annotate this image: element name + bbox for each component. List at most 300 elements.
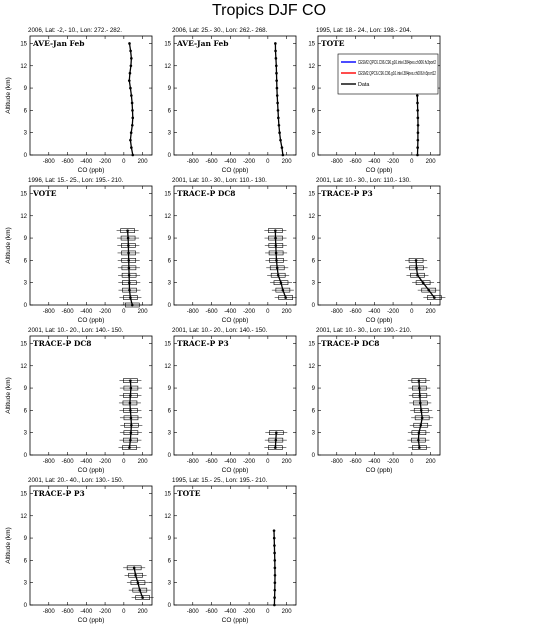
data-point xyxy=(130,131,133,134)
data-point xyxy=(275,431,278,434)
x-tick-label: -400 xyxy=(80,159,93,165)
x-axis-label: CO (ppb) xyxy=(221,167,249,174)
data-point xyxy=(128,79,131,82)
x-tick-label: -400 xyxy=(80,459,93,465)
data-point xyxy=(139,589,142,592)
x-tick-label: -400 xyxy=(224,459,237,465)
x-tick-label: -200 xyxy=(243,309,256,315)
data-point xyxy=(274,50,277,53)
x-tick-label: -200 xyxy=(99,609,112,615)
data-point xyxy=(131,102,134,105)
panel-5 xyxy=(164,177,296,324)
panel-title: 2006, Lat: 25.- 30., Lon: 262.- 268. xyxy=(172,27,268,34)
data-point xyxy=(130,387,133,390)
y-tick-label: 12 xyxy=(20,363,27,370)
data-line xyxy=(275,231,285,298)
x-tick-label: -600 xyxy=(349,159,362,165)
data-point xyxy=(130,94,133,97)
data-point xyxy=(416,154,419,157)
x-tick-label: -600 xyxy=(61,459,74,465)
x-tick-label: -200 xyxy=(243,159,256,165)
data-point xyxy=(278,124,281,127)
x-tick-label: -400 xyxy=(80,309,93,315)
data-point xyxy=(134,574,137,577)
y-axis-label: Altitude (km) xyxy=(5,527,12,564)
y-tick-label: 6 xyxy=(311,108,315,115)
y-tick-label: 6 xyxy=(167,558,171,565)
y-tick-label: 9 xyxy=(23,386,27,393)
data-point xyxy=(129,139,132,142)
x-axis-label: CO (ppb) xyxy=(365,167,393,174)
y-tick-label: 3 xyxy=(311,280,315,287)
data-point xyxy=(127,252,130,255)
x-tick-label: 0 xyxy=(266,309,270,315)
data-point xyxy=(273,596,276,599)
y-tick-label: 12 xyxy=(20,213,27,220)
data-point xyxy=(277,274,280,277)
x-tick-label: -600 xyxy=(205,309,218,315)
data-point xyxy=(129,439,132,442)
x-axis-label: CO (ppb) xyxy=(221,467,249,474)
y-axis-label: Altitude (km) xyxy=(5,77,12,114)
x-tick-label: -200 xyxy=(99,309,112,315)
data-point xyxy=(128,42,131,45)
data-point xyxy=(128,289,131,292)
data-point xyxy=(418,446,421,449)
data-line xyxy=(418,381,422,448)
data-point xyxy=(137,581,140,584)
x-tick-label: -400 xyxy=(224,609,237,615)
panel-frame xyxy=(174,486,296,605)
y-tick-label: 15 xyxy=(20,491,27,498)
data-point xyxy=(273,552,276,555)
y-tick-label: 9 xyxy=(167,536,171,543)
campaign-label: AVE-Jan Feb xyxy=(33,39,85,48)
y-tick-label: 9 xyxy=(311,236,315,243)
x-tick-label: 200 xyxy=(425,459,436,465)
x-tick-label: -400 xyxy=(224,159,237,165)
y-tick-label: 3 xyxy=(167,280,171,287)
data-point xyxy=(279,139,282,142)
data-point xyxy=(128,281,131,284)
panel-1 xyxy=(5,27,152,174)
panel-7 xyxy=(5,327,152,474)
x-tick-label: 0 xyxy=(266,159,270,165)
panel-frame xyxy=(174,336,296,455)
data-point xyxy=(273,589,276,592)
y-tick-label: 15 xyxy=(308,341,315,348)
data-point xyxy=(127,244,130,247)
data-point xyxy=(131,109,134,112)
y-tick-label: 9 xyxy=(167,236,171,243)
y-tick-label: 12 xyxy=(308,213,315,220)
y-tick-label: 0 xyxy=(311,303,315,309)
y-tick-label: 0 xyxy=(23,303,27,309)
data-point xyxy=(129,50,132,53)
x-tick-label: 200 xyxy=(425,159,436,165)
x-tick-label: -200 xyxy=(99,459,112,465)
x-axis-label: CO (ppb) xyxy=(221,617,249,624)
panel-title: 1995, Lat: 18.- 24., Lon: 198.- 204. xyxy=(316,27,412,34)
data-point xyxy=(418,431,421,434)
campaign-label: TRACE-P DC8 xyxy=(321,339,380,348)
data-point xyxy=(276,267,279,270)
data-point xyxy=(127,237,130,240)
data-line xyxy=(130,381,132,448)
data-point xyxy=(281,146,284,149)
x-tick-label: -800 xyxy=(42,159,55,165)
data-point xyxy=(416,146,419,149)
y-tick-label: 15 xyxy=(20,341,27,348)
x-tick-label: -800 xyxy=(186,609,199,615)
y-tick-label: 9 xyxy=(311,86,315,93)
y-tick-label: 3 xyxy=(311,130,315,137)
x-tick-label: -200 xyxy=(387,159,400,165)
y-tick-label: 12 xyxy=(164,63,171,70)
data-point xyxy=(273,529,276,532)
data-point xyxy=(416,274,419,277)
panel-title: 2001, Lat: 10.- 30., Lon: 110.- 130. xyxy=(172,177,267,184)
data-point xyxy=(274,446,277,449)
x-tick-label: -600 xyxy=(349,309,362,315)
x-axis-label: CO (ppb) xyxy=(77,317,105,324)
data-point xyxy=(418,379,421,382)
panel-4 xyxy=(5,177,152,324)
panel-title: 2001, Lat: 10.- 30., Lon: 190.- 210. xyxy=(316,327,412,334)
data-point xyxy=(415,259,418,262)
data-point xyxy=(275,252,278,255)
data-point xyxy=(130,57,133,60)
x-tick-label: 200 xyxy=(281,309,292,315)
y-tick-label: 3 xyxy=(23,580,27,587)
y-tick-label: 15 xyxy=(20,191,27,198)
x-tick-label: -400 xyxy=(224,309,237,315)
x-tick-label: -600 xyxy=(61,609,74,615)
data-point xyxy=(276,94,279,97)
panel-frame xyxy=(318,186,440,305)
x-tick-label: -800 xyxy=(186,459,199,465)
data-point xyxy=(417,117,420,120)
data-point xyxy=(417,124,420,127)
x-axis-label: CO (ppb) xyxy=(221,317,249,324)
data-point xyxy=(274,237,277,240)
x-tick-label: -400 xyxy=(80,609,93,615)
data-point xyxy=(416,94,419,97)
data-point xyxy=(130,424,133,427)
y-tick-label: 0 xyxy=(23,453,27,459)
data-point xyxy=(276,87,279,90)
x-tick-label: 0 xyxy=(122,309,126,315)
data-point xyxy=(420,409,423,412)
x-tick-label: 0 xyxy=(266,459,270,465)
y-tick-label: 12 xyxy=(164,213,171,220)
data-point xyxy=(433,296,436,299)
data-point xyxy=(275,64,278,67)
data-point xyxy=(141,596,144,599)
panel-title: 1995, Lat: 15.- 25., Lon: 195.- 210. xyxy=(172,477,268,484)
y-tick-label: 3 xyxy=(167,130,171,137)
y-tick-label: 9 xyxy=(23,536,27,543)
x-tick-label: 200 xyxy=(137,459,148,465)
x-axis-label: CO (ppb) xyxy=(365,467,393,474)
y-tick-label: 12 xyxy=(308,363,315,370)
campaign-label: TRACE-P DC8 xyxy=(177,189,236,198)
x-tick-label: 0 xyxy=(410,309,414,315)
x-tick-label: 0 xyxy=(410,159,414,165)
y-tick-label: 12 xyxy=(20,63,27,70)
data-point xyxy=(282,154,285,157)
data-point xyxy=(416,102,419,105)
x-tick-label: -600 xyxy=(205,459,218,465)
x-tick-label: 200 xyxy=(281,609,292,615)
data-point xyxy=(273,559,276,562)
y-tick-label: 6 xyxy=(311,258,315,265)
x-tick-label: -800 xyxy=(42,609,55,615)
data-point xyxy=(275,259,278,262)
data-point xyxy=(274,42,277,45)
y-tick-label: 0 xyxy=(167,303,171,309)
y-tick-label: 9 xyxy=(167,86,171,93)
data-point xyxy=(418,387,421,390)
x-tick-label: -800 xyxy=(330,159,343,165)
data-point xyxy=(131,304,134,307)
data-point xyxy=(130,64,133,67)
x-tick-label: -400 xyxy=(368,309,381,315)
data-point xyxy=(130,146,133,149)
data-point xyxy=(129,409,132,412)
data-point xyxy=(419,424,422,427)
data-point xyxy=(129,402,132,405)
x-tick-label: 200 xyxy=(137,309,148,315)
data-point xyxy=(130,431,133,434)
x-tick-label: -400 xyxy=(368,459,381,465)
x-tick-label: -800 xyxy=(330,459,343,465)
campaign-label: TOTE xyxy=(321,39,345,48)
campaign-label: AVE-Jan Feb xyxy=(177,39,229,48)
data-point xyxy=(273,544,276,547)
data-point xyxy=(129,72,132,75)
data-point xyxy=(275,57,278,60)
x-axis-label: CO (ppb) xyxy=(77,467,105,474)
campaign-label: TRACE-P P3 xyxy=(177,339,229,348)
campaign-label: TOTE xyxy=(177,489,201,498)
x-tick-label: 200 xyxy=(137,159,148,165)
panel-8 xyxy=(164,327,296,474)
data-point xyxy=(284,296,287,299)
data-point xyxy=(129,87,132,90)
y-tick-label: 9 xyxy=(167,386,171,393)
x-tick-label: -800 xyxy=(42,309,55,315)
y-tick-label: 6 xyxy=(23,408,27,415)
x-tick-label: -600 xyxy=(205,609,218,615)
panel-title: 2001, Lat: 10.- 20., Lon: 140.- 150. xyxy=(172,327,268,334)
data-point xyxy=(277,117,280,120)
panel-6 xyxy=(308,177,445,324)
x-tick-label: -800 xyxy=(42,459,55,465)
data-point xyxy=(422,281,425,284)
y-tick-label: 15 xyxy=(164,41,171,48)
data-point xyxy=(282,289,285,292)
campaign-label: TRACE-P DC8 xyxy=(33,339,92,348)
data-point xyxy=(275,72,278,75)
y-tick-label: 3 xyxy=(23,130,27,137)
y-tick-label: 15 xyxy=(308,191,315,198)
data-point xyxy=(129,296,132,299)
data-point xyxy=(419,402,422,405)
x-tick-label: 0 xyxy=(266,609,270,615)
x-tick-label: -400 xyxy=(368,159,381,165)
y-tick-label: 6 xyxy=(311,408,315,415)
data-point xyxy=(129,379,132,382)
panel-title: 1996, Lat: 15.- 25., Lon: 195.- 210. xyxy=(28,177,124,184)
x-tick-label: 200 xyxy=(281,459,292,465)
panel-9 xyxy=(308,327,440,474)
data-point xyxy=(417,439,420,442)
panel-frame xyxy=(30,486,152,605)
x-tick-label: 0 xyxy=(410,459,414,465)
y-tick-label: 12 xyxy=(308,63,315,70)
x-tick-label: -800 xyxy=(330,309,343,315)
data-point xyxy=(274,581,277,584)
x-axis-label: CO (ppb) xyxy=(77,617,105,624)
y-tick-label: 15 xyxy=(164,491,171,498)
y-tick-label: 0 xyxy=(167,153,171,159)
x-tick-label: -200 xyxy=(387,459,400,465)
data-point xyxy=(274,574,277,577)
data-point xyxy=(273,537,276,540)
y-axis-label: Altitude (km) xyxy=(5,377,12,414)
y-tick-label: 15 xyxy=(164,191,171,198)
legend xyxy=(338,54,438,94)
data-point xyxy=(274,229,277,232)
x-tick-label: -800 xyxy=(186,159,199,165)
panel-title: 2001, Lat: 10.- 30., Lon: 110.- 130. xyxy=(316,177,411,184)
data-point xyxy=(130,417,133,420)
y-tick-label: 0 xyxy=(167,453,171,459)
data-point xyxy=(128,267,131,270)
y-tick-label: 9 xyxy=(311,386,315,393)
data-point xyxy=(126,229,129,232)
x-tick-label: -800 xyxy=(186,309,199,315)
x-tick-label: -600 xyxy=(205,159,218,165)
data-point xyxy=(280,281,283,284)
y-tick-label: 15 xyxy=(308,41,315,48)
y-tick-label: 0 xyxy=(167,603,171,609)
x-axis-label: CO (ppb) xyxy=(77,167,105,174)
y-tick-label: 0 xyxy=(311,453,315,459)
x-tick-label: 0 xyxy=(122,609,126,615)
data-point xyxy=(419,394,422,397)
legend-label: Data xyxy=(358,82,370,88)
data-point xyxy=(415,267,418,270)
data-point xyxy=(276,102,279,105)
y-tick-label: 6 xyxy=(167,408,171,415)
data-point xyxy=(128,274,131,277)
data-point xyxy=(274,567,277,570)
data-point xyxy=(127,259,130,262)
data-point xyxy=(131,117,134,120)
y-tick-label: 9 xyxy=(23,236,27,243)
y-tick-label: 12 xyxy=(164,513,171,520)
panel-title: 2001, Lat: 10.- 20., Lon: 140.- 150. xyxy=(28,327,124,334)
x-tick-label: 0 xyxy=(122,159,126,165)
y-tick-label: 6 xyxy=(23,258,27,265)
y-tick-label: 0 xyxy=(23,153,27,159)
campaign-label: TRACE-P P3 xyxy=(33,489,85,498)
y-tick-label: 3 xyxy=(167,580,171,587)
data-point xyxy=(129,394,132,397)
x-axis-label: CO (ppb) xyxy=(365,317,393,324)
y-tick-label: 3 xyxy=(23,280,27,287)
legend-label: CESM2.QPC6.C96.C96.g16.intel.384pes.ch006.fv3port12 xyxy=(358,71,436,77)
legend-label: CESM2.QPC6.C96.C96.g16.intel.384pes.ch006.fv3port2 xyxy=(358,60,436,66)
x-tick-label: -200 xyxy=(99,159,112,165)
y-axis-label: Altitude (km) xyxy=(5,227,12,264)
data-point xyxy=(273,604,276,607)
data-point xyxy=(275,244,278,247)
panel-title: 2001, Lat: 20.- 40., Lon: 130.- 150. xyxy=(28,477,124,484)
y-tick-label: 0 xyxy=(311,153,315,159)
panel-3 xyxy=(308,27,440,174)
page-title: Tropics DJF CO xyxy=(211,2,327,19)
data-line xyxy=(129,43,133,155)
x-tick-label: -200 xyxy=(387,309,400,315)
x-tick-label: -600 xyxy=(61,159,74,165)
y-tick-label: 6 xyxy=(23,558,27,565)
panel-10 xyxy=(5,477,154,624)
y-tick-label: 12 xyxy=(20,513,27,520)
y-tick-label: 6 xyxy=(167,108,171,115)
x-tick-label: -200 xyxy=(243,609,256,615)
data-point xyxy=(275,439,278,442)
x-tick-label: 200 xyxy=(281,159,292,165)
y-tick-label: 0 xyxy=(23,603,27,609)
y-tick-label: 12 xyxy=(164,363,171,370)
data-point xyxy=(417,131,420,134)
panel-frame xyxy=(30,36,152,155)
y-tick-label: 6 xyxy=(23,108,27,115)
x-tick-label: 0 xyxy=(122,459,126,465)
x-tick-label: -200 xyxy=(243,459,256,465)
data-point xyxy=(128,446,131,449)
data-point xyxy=(131,154,134,157)
y-tick-label: 9 xyxy=(23,86,27,93)
data-point xyxy=(416,109,419,112)
y-tick-label: 3 xyxy=(23,430,27,437)
x-tick-label: 200 xyxy=(137,609,148,615)
campaign-label: VOTE xyxy=(33,189,57,198)
y-tick-label: 3 xyxy=(311,430,315,437)
data-line xyxy=(275,43,283,155)
data-point xyxy=(131,124,134,127)
y-tick-label: 3 xyxy=(167,430,171,437)
data-point xyxy=(421,417,424,420)
data-point xyxy=(133,567,136,570)
x-tick-label: -600 xyxy=(349,459,362,465)
x-tick-label: 200 xyxy=(425,309,436,315)
y-tick-label: 6 xyxy=(167,258,171,265)
y-tick-label: 15 xyxy=(164,341,171,348)
data-point xyxy=(278,131,281,134)
data-point xyxy=(277,109,280,112)
y-tick-label: 15 xyxy=(20,41,27,48)
x-tick-label: -600 xyxy=(61,309,74,315)
data-point xyxy=(427,289,430,292)
campaign-label: TRACE-P P3 xyxy=(321,189,373,198)
panel-11 xyxy=(164,477,296,624)
data-point xyxy=(417,139,420,142)
panel-title: 2006, Lat: -2,- 10., Lon: 272.- 282. xyxy=(28,27,122,34)
